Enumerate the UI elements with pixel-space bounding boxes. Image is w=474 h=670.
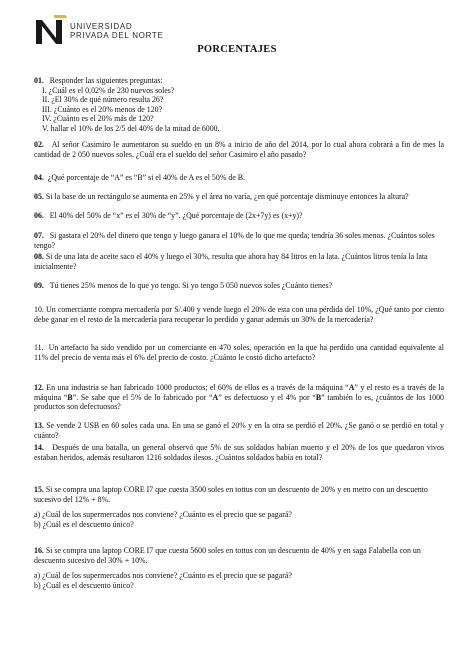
question-14 [34,443,444,462]
machine-label: B [67,392,73,402]
question-06 [34,211,444,221]
question-02 [34,140,444,159]
text-segment: ” es defectuoso y el 4% por “ [218,392,316,402]
question-text: Si gastara el 20% del dinero que tengo y luego ganara el 10% de lo que me queda; tendría 36 soles menos. ¿Cuántos soles tengo? [34,231,435,250]
question-text: El 40% del 50% de “x” es el 30% de “y”. ¿Qué porcentaje de (2x+7y) es (x+y)? [49,211,303,220]
question-text [34,383,444,411]
question-number: 05. [34,192,44,201]
question-01 [34,76,444,134]
logo-line-1: UNIVERSIDAD [70,22,133,31]
text-segment: ” y el resto es a través de la máquina “ [34,383,444,402]
question-text: ¿Qué porcentaje de “A” es “B” si el 40% de A es el 50% de B. [47,173,246,182]
sub-question-b: b) ¿Cuál es el descuento único? [34,580,134,590]
question-text: Se vende 2 USB en 60 soles cada una. En una se ganó el 20% y en la otra se perdió el 20%. ¿Se ganó o se perdió en total y cuánto? [34,421,444,440]
question-number: 12. [34,383,44,392]
question-text: Si se compra una laptop CORE I7 que cuesta 5600 soles en tottus con un descuento de 40% y en saga Falabella con un descuento sucesivo del 30% + 10%. [34,546,421,565]
question-number: 08. [34,252,44,261]
question-05 [34,192,444,202]
sub-item: III. ¿Cuánto es el 20% menos de 120? [42,104,163,114]
question-number: 04. [34,173,44,182]
question-text: Un artefacto ha sido vendido por un comerciante en 470 soles, operación en la que ha perdido una cantidad equivalente al 11% del precio de venta más el 6% del precio de costo. ¿Cuánto le costó dicho artefacto? [34,343,444,362]
sub-item: IV. ¿Cuánto es el 20% más de 120? [42,114,154,124]
question-number: 01. [34,76,44,85]
question-16 [34,546,444,590]
sub-question-b: b) ¿Cuál es el descuento único? [34,519,134,529]
machine-label: B [315,392,322,402]
logo-wordmark [70,23,164,40]
question-number: 09. [34,281,44,290]
text-segment: En una industria se han fabricado 1000 productos; el 60% de ellos es a través de la máquina “ [46,383,349,392]
question-13 [34,421,444,440]
page-title: PORCENTAJES [197,44,277,55]
question-15 [34,485,444,529]
question-08 [34,252,444,271]
sub-question-a: a) ¿Cuál de los supermercados nos conviene? ¿Cuánto es el precio que se pagará? [34,510,292,520]
machine-label: A [348,383,355,392]
question-04 [34,173,444,183]
university-logo [34,14,184,46]
question-text: Después de una batalla, un general observó que 5% de sus soldados habían muerto y el 20% de los que quedaron vivos estaban heridos, además resultaron 1216 soldados ilesos. ¿Cuántos soldados había en total? [34,443,445,462]
sub-item: I. ¿Cuál es el 0,02% de 230 nuevos soles? [42,85,175,95]
machine-label: A [212,392,219,402]
question-11 [34,343,444,362]
text-segment: ”. Se sabe que el 5% de lo fabricado por “ [72,392,213,402]
question-12 [34,383,444,412]
question-number: 02. [34,140,44,149]
question-text: Responder las siguientes preguntas: [49,76,163,85]
question-text: Si la base de un rectángulo se aumenta en 25% y el área no varía, ¿en qué porcentaje disminuye entonces la altura? [45,192,409,201]
question-text: Al señor Casimiro le aumentaron su sueldo en un 8% a inicio de año del 2014, por lo cual ahora cobrará a fin de mes la cantidad de 2 050 nuevos soles. ¿Cuál era el sueldo del señor Casimiro el año pasado? [34,140,444,159]
question-number: 11. [34,343,44,352]
sub-item: II. ¿El 30% de qué número resulta 26? [42,95,164,105]
question-number: 10. [34,305,44,314]
question-number: 14. [34,443,44,452]
question-text: Si se compra una laptop CORE I7 que cuesta 3500 soles en tottus con un descuento de 20% y en metro con un descuento sucesivo del 12% + 8%. [34,485,428,504]
question-10 [34,305,444,324]
question-09 [34,281,444,291]
question-text: Tú tienes 25% menos de lo que yo tengo. Si yo tengo 5 050 nuevos soles ¿Cuánto tienes? [49,281,333,290]
question-number: 15. [34,485,44,494]
question-number: 07. [34,231,44,240]
question-text: Un comerciante compra mercadería por S/.400 y vende luego el 20% de esta con una pérdida del 10%, ¿Qué tanto por ciento debe ganar en el resto de la mercadería para recuperar lo perdido y ganar además un 30% de la mercadería? [34,305,444,324]
logo-line-2: PRIVADA DEL NORTE [70,30,164,40]
question-number: 06. [34,211,44,220]
sub-item: V. hallar el 10% de los 2/5 del 40% de la mitad de 6000. [42,123,220,133]
question-number: 16. [34,546,44,555]
upn-logo-icon [34,14,68,46]
question-text: Si de una lata de aceite saco el 40% y luego el 30%, resulta que ahora hay 84 litros en la lata. ¿Cuántos litros tenía la lata inicialmente? [34,252,428,271]
text-segment: ” también lo es, ¿cuántos de los 1000 productos son defectuosos? [34,392,444,412]
question-07 [34,231,444,250]
question-number: 13. [34,421,44,430]
sub-question-a: a) ¿Cuál de los supermercados nos conviene? ¿Cuánto es el precio que se pagará? [34,571,292,581]
